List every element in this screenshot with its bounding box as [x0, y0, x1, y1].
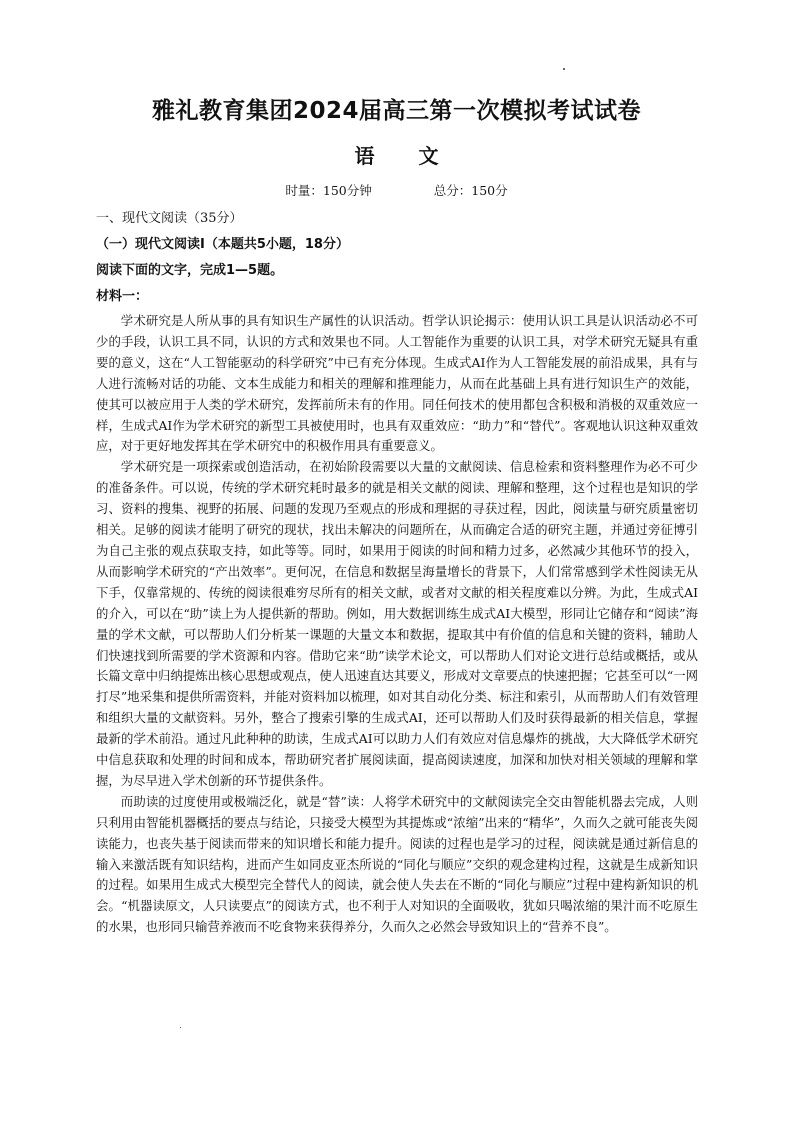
- instruction-text: 阅读下面的文字，完成1—5题。: [96, 263, 284, 278]
- part-heading: （一）现代文阅读Ⅰ（本题共5小题，18分）: [96, 237, 349, 252]
- subject-title: 语文: [354, 144, 483, 168]
- time-limit: 时量：150分钟: [285, 183, 372, 198]
- paragraph: 学术研究是一项探索或创造活动，在初始阶段需要以大量的文献阅读、信息检索和资料整理作为必不可少的准备条件。可以说，传统的学术研究耗时最多的就是相关文献的阅读、理解和整理，这个过程也是知识的学习、资料的搜集、视野的拓展、问题的发现乃至观点的形成和理据的寻获过程，因此，阅读量与研究质量密切相关。足够的阅读才能明了研究的现状，找出未解决的问题所在，从而确定合适的研究主题，并通过旁征博引为自己主张的观点获取支持，如此等等。同时，如果用于阅读的时间和精力过多，必然减少其他环节的投入，从而影响学术研究的“产出效率”。更何况，在信息和数据呈海量增长的背景下，人们常常感到学术性阅读无从下手，仅靠常规的、传统的阅读很难穷尽所有的相关文献，或者对文献的相关程度难以分辨。为此，生成式AI的介入，可以在“助”读上为人提供新的帮助。例如，用大数据训练生成式AI大模型，形同让它储存和“阅读”海量的学术文献，可以帮助人们分析某一课题的大量文本和数据，提取其中有价值的信息和关键的资料，辅助人们快速找到所需要的学术资源和内容。借助它来“助”读学术论文，可以帮助人们对论文进行总结或概括，或从长篇文章中归纳提炼出核心思想或观点，使人迅速直达其要义，形成对文章要点的快速把握；它甚至可以“一网打尽”地采集和提供所需资料，并能对资料加以梳理，如对其自动化分类、标注和索引，从而帮助人们有效管理和组织大量的文献资料。另外，整合了搜索引擎的生成式AI，还可以帮助人们及时获得最新的相关信息，掌握最新的学术前沿。通过凡此种种的助读，生成式AI可以助力人们有效应对信息爆炸的挑战，大大降低学术研究中信息获取和处理的时间和成本，帮助研究者扩展阅读面，提高阅读速度，加深和加快对相关领域的理解和掌握，为尽早进入学术创新的环节提供条件。: [96, 459, 698, 788]
- section-heading: 一、现代文阅读（35分）: [96, 211, 243, 226]
- scan-speck: [563, 68, 565, 70]
- exam-title: 雅礼教育集团2024届高三第一次模拟考试试卷: [151, 98, 641, 124]
- paragraph: 学术研究是人所从事的具有知识生产属性的认识活动。哲学认识论揭示：使用认识工具是认识活动必不可少的手段，认识工具不同，认识的方式和效果也不同。人工智能作为重要的认识工具，对学术研究无疑具有重要的意义，这在“人工智能驱动的科学研究”中已有充分体现。生成式AI作为人工智能发展的前沿成果，具有与人进行流畅对话的功能、文本生成能力和相关的理解和推理能力，从而在此基础上具有进行知识生产的效能，使其可以被应用于人类的学术研究，发挥前所未有的作用。同任何技术的使用都包含积极和消极的双重效应一样，生成式AI作为学术研究的新型工具被使用时，也具有双重效应：“助力”和“替代”。客观地认识这种双重效应，对于更好地发挥其在学术研究中的积极作用具有重要意义。: [96, 313, 698, 454]
- paragraph: 而助读的过度使用或极端泛化，就是“替”读：人将学术研究中的文献阅读完全交由智能机器去完成，人则只利用由智能机器概括的要点与结论，只接受大模型为其提炼或“浓缩”出来的“精华”，久而久之就可能丧失阅读能力，也丧失基于阅读而带来的知识增长和能力提升。阅读的过程也是学习的过程，阅读就是通过新信息的输入来激活既有知识结构，进而产生如同皮亚杰所说的“同化与顺应”交织的观念建构过程，这就是生成新知识的过程。如果用生成式大模型完全替代人的阅读，就会使人失去在不断的“同化与顺应”过程中建构新知识的机会。“机器读原文，人只读要点”的阅读方式，也不利于人对知识的全面吸收，犹如只喝浓缩的果汁而不吃原生的水果，也形同只输营养液而不吃食物来获得养分，久而久之必然会导致知识上的“营养不良”。: [96, 793, 698, 935]
- total-score: 总分：150分: [433, 183, 508, 198]
- scan-speck: [180, 1027, 181, 1028]
- reading-passage: [96, 311, 698, 938]
- exam-meta: [0, 181, 793, 199]
- material-label: 材料一：: [96, 289, 149, 304]
